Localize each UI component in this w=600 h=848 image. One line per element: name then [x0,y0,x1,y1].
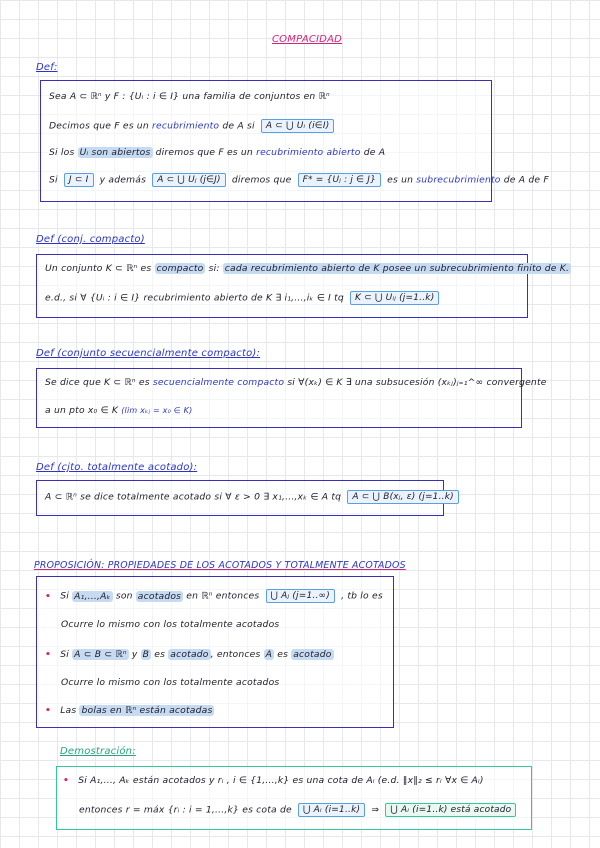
prop-heading: PROPOSICIÓN: PROPIEDADES DE LOS ACOTADOS Y TOTALMENTE ACOTADOS [34,560,406,571]
def-compacto-heading: Def (conj. compacto) [36,234,145,245]
def-line-4: Si J ⊂ I y además A ⊂ ⋃ Uⱼ (j∈J) diremos que F* = {Uⱼ : j ∈ J} es un subrecubrimiento de A de F [49,174,549,186]
def-recubrimiento-box [40,80,549,202]
bullet-icon: • [45,649,52,660]
def-line-2: Decimos que F es un recubrimiento de A si A ⊂ ⋃ Uᵢ (i∈I) [49,119,337,133]
def-compacto-box [36,254,570,318]
def-line-1: Sea A ⊂ ℝⁿ y F : {Uᵢ : i ∈ I} una familia de conjuntos en ℝⁿ [49,91,330,102]
def-seq-line-2: a un pto x₀ ∈ K (lim xₖⱼ = x₀ ∈ K) [45,405,193,416]
demo-box [56,766,532,830]
prop-bullet-2: • Si A ⊂ B ⊂ ℝⁿ y B es acotado , entonces A es acotado [45,649,332,660]
def-seq-compacto-box [36,368,547,428]
def-tot-acotado-heading: Def (cjto. totalmente acotado): [36,462,198,473]
def-seq-line-1: Se dice que K ⊂ ℝⁿ es secuencialmente compacto si ∀(xₖ) ∈ K ∃ una subsucesión (xₖⱼ)ⱼ₌₁^∞ convergente [45,377,547,388]
demo-line-2: entonces r = máx {rᵢ : i = 1,...,k} es cota de ⋃ Aᵢ (i=1..k) ⇒ ⋃ Aᵢ (i=1..k) está acotado [79,803,519,817]
bullet-icon: • [45,590,52,602]
demo-heading: Demostración: [60,746,136,757]
prop-bullet-1: • Si A₁,...,Aₖ son acotados en ℝⁿ entonces ⋃ Aⱼ (j=1..∞) , tb lo es [45,590,383,602]
bullet-icon: • [45,705,52,716]
math-union-ui: A ⊂ ⋃ Uᵢ (i∈I) [261,119,335,133]
def-seq-compacto-heading: Def (conjunto secuencialmente compacto): [36,348,261,359]
prop-bullet-2-note: Ocurre lo mismo con los totalmente acotados [61,677,280,688]
prop-box [36,576,394,728]
demo-line-1: • Si A₁,..., Aₖ están acotados y rᵢ , i ∈ {1,...,k} es una cota de Aᵢ (e.d. ‖x‖₂ ≤ rᵢ ∀x ∈ Aᵢ) [63,775,484,786]
prop-bullet-1-note: Ocurre lo mismo con los totalmente acotados [61,619,280,630]
def-compacto-line-2: e.d., si ∀ {Uᵢ : i ∈ I} recubrimiento abierto de K ∃ i₁,...,iₖ ∈ I tq K ⊂ ⋃ Uᵢⱼ (j=1..k) [45,291,442,305]
def-tot-acotado-box [36,480,454,516]
def-heading: Def: [36,62,58,73]
def-line-3: Si los Uᵢ son abiertos diremos que F es un recubrimiento abierto de A [49,147,386,158]
def-compacto-line-1: Un conjunto K ⊂ ℝⁿ es compacto si: cada recubrimiento abierto de K posee un subrecubrimiento finito de K. [45,263,570,274]
page-title: COMPACIDAD [272,34,343,45]
prop-bullet-3: • Las bolas en ℝⁿ están acotadas [45,705,213,716]
def-tot-line-1: A ⊂ ℝⁿ se dice totalmente acotado si ∀ ε > 0 ∃ x₁,...,xₖ ∈ A tq A ⊂ ⋃ B(xⱼ, ε) (j=1..k) [45,490,462,504]
bullet-icon: • [63,775,70,786]
